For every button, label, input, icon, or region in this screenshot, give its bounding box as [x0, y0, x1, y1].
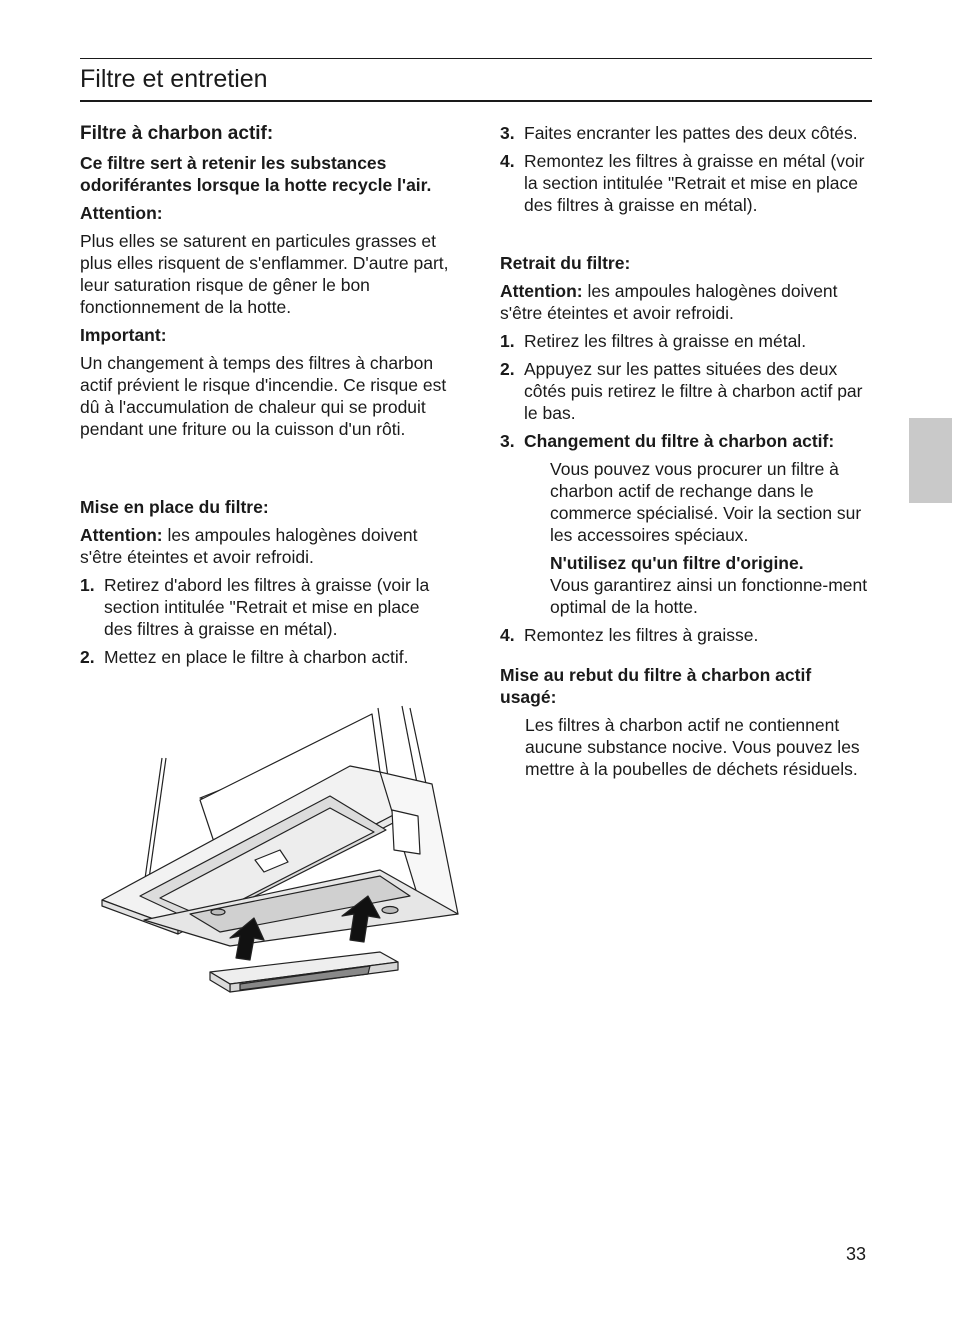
header-bottom-rule [80, 100, 872, 102]
step-text: Retirez les filtres à graisse en métal. [524, 331, 807, 351]
list-item [80, 646, 452, 668]
change-title: Changement du filtre à charbon actif: [524, 431, 835, 451]
step-number: 3. [500, 123, 515, 143]
spacer [80, 446, 452, 496]
important-text: Un changement à temps des filtres à charbon actif prévient le risque d'incendie. Ce risque est dû à l'accumulation de chaleur qui se produit pendant une friture ou la cuisson d'un rôti. [80, 353, 447, 439]
attention-label: Attention: [80, 203, 163, 223]
list-item [500, 624, 872, 646]
list-item [500, 330, 872, 352]
page-title: Filtre et entretien [80, 65, 268, 93]
original-filter-text: Vous garantirez ainsi un fonctionne-ment optimal de la hotte. [550, 575, 868, 617]
step-text: Remontez les filtres à graisse. [524, 625, 759, 645]
removal-title: Retrait du filtre: [500, 253, 631, 273]
spacer [500, 222, 872, 252]
removal-attention-label: Attention: [500, 281, 583, 301]
step-text: Mettez en place le filtre à charbon actif. [104, 647, 409, 667]
step-number: 2. [80, 647, 95, 667]
attention-text: Plus elles se saturent en particules grasses et plus elles risquent de s'enflammer. D'autre part, leur saturation risque de gêner le bon fonctionnement de la hotte. [80, 231, 449, 317]
page-number: 33 [846, 1244, 867, 1264]
step-number: 1. [80, 575, 95, 595]
install-attention [80, 524, 452, 568]
left-column [80, 122, 452, 674]
disposal-title: Mise au rebut du filtre à charbon actif usagé: [500, 665, 812, 707]
section-title-charcoal-filter: Filtre à charbon actif: [80, 123, 274, 144]
removal-attention-text: les ampoules halogènes doivent s'être éteintes et avoir refroidi. [500, 281, 838, 323]
list-item [80, 574, 452, 640]
step-number: 4. [500, 151, 515, 171]
list-item [500, 358, 872, 424]
original-filter-bold: N'utilisez qu'un filtre d'origine. [550, 553, 804, 573]
original-filter-note [550, 552, 872, 618]
removal-attention [500, 280, 872, 324]
list-item [500, 150, 872, 216]
step-number: 3. [500, 431, 515, 451]
section-tab-marker [909, 418, 952, 503]
step-text: Faites encranter les pattes des deux côtés. [524, 123, 858, 143]
disposal-text: Les filtres à charbon actif ne contiennent aucune substance nocive. Vous pouvez les mettre à la poubelles de déchets résiduels. [525, 715, 860, 779]
install-attention-label: Attention: [80, 525, 163, 545]
change-text: Vous pouvez vous procurer un filtre à charbon actif de rechange dans le commerce spécialisé. Voir la section sur les accessoires spéciaux. [550, 459, 862, 545]
list-item [500, 122, 872, 144]
install-title: Mise en place du filtre: [80, 497, 269, 517]
step-text: Appuyez sur les pattes situées des deux côtés puis retirez le filtre à charbon actif par le bas. [524, 359, 863, 423]
important-label: Important: [80, 325, 167, 345]
list-item [500, 430, 872, 452]
step-number: 4. [500, 625, 515, 645]
install-attention-text: les ampoules halogènes doivent s'être éteintes et avoir refroidi. [80, 525, 418, 567]
right-column [500, 122, 872, 786]
header-top-rule [80, 58, 872, 59]
spacer [500, 652, 872, 664]
step-number: 1. [500, 331, 515, 351]
step-text: Retirez d'abord les filtres à graisse (voir la section intitulée "Retrait et mise en place des filtres à graisse en métal). [104, 575, 430, 639]
step-number: 2. [500, 359, 515, 379]
hood-filter-illustration [80, 700, 460, 1000]
intro-text: Ce filtre sert à retenir les substances odoriférantes lorsque la hotte recycle l'air. [80, 153, 432, 195]
step-text: Remontez les filtres à graisse en métal (voir la section intitulée "Retrait et mise en place des filtres à graisse en métal). [524, 151, 865, 215]
